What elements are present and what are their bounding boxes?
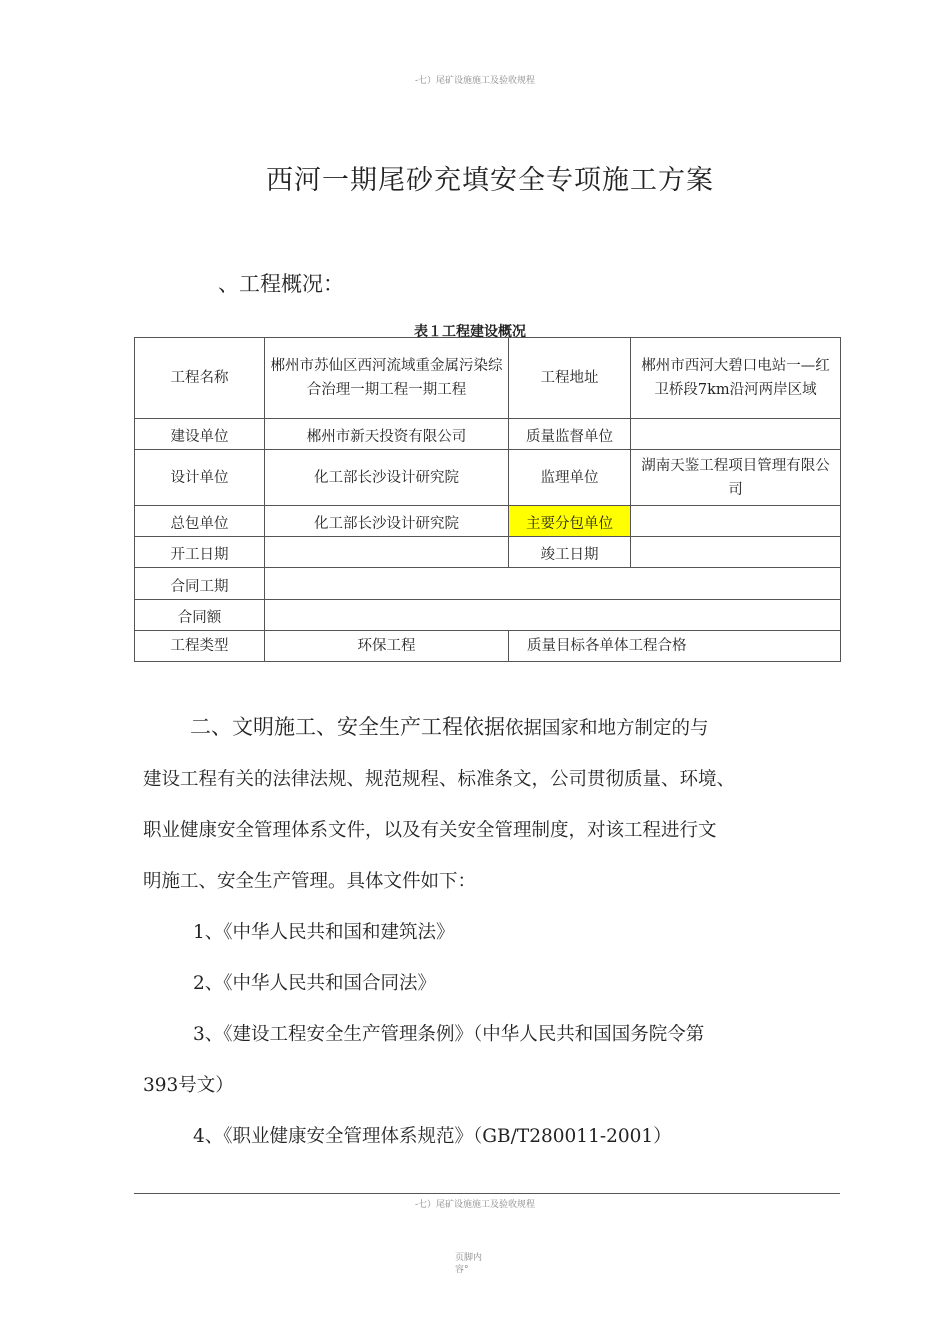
cell-value: 郴州市苏仙区西河流域重金属污染综合治理一期工程一期工程 [265, 338, 509, 419]
regulation-list [143, 907, 843, 1162]
cell-value: 化工部长沙设计研究院 [265, 506, 509, 537]
cell-value: 质量目标各单体工程合格 [509, 631, 841, 662]
table-row [135, 568, 841, 600]
list-item: 1、《中华人民共和国和建筑法》 [193, 922, 455, 943]
cell-value [631, 537, 841, 568]
cell-label: 工程类型 [135, 631, 265, 662]
cell-label: 建设单位 [135, 419, 265, 450]
table-row [135, 450, 841, 506]
cell-value: 郴州市西河大碧口电站一—红卫桥段7km沿河两岸区域 [631, 338, 841, 419]
paragraph-line: 明施工、安全生产管理。具体文件如下： [143, 871, 477, 892]
cell-label: 工程名称 [135, 338, 265, 419]
table-row [135, 600, 841, 631]
table-row [135, 419, 841, 450]
footer-divider [134, 1193, 840, 1194]
paragraph-line: 建设工程有关的法律法规、规范规程、标准条文，公司贯彻质量、环境、 [143, 769, 736, 790]
cell-label: 合同额 [135, 600, 265, 631]
cell-label: 合同工期 [135, 568, 265, 600]
table-caption: 表１工程建设概况 [414, 324, 526, 340]
table-row [135, 537, 841, 568]
cell-label: 设计单位 [135, 450, 265, 506]
page-footer: -七）尾矿设施施工及验收规程 [414, 1200, 536, 1210]
cell-value [631, 419, 841, 450]
cell-label-highlighted: 主要分包单位 [509, 506, 631, 537]
cell-label: 工程地址 [509, 338, 631, 419]
cell-value: 湖南天鉴工程项目管理有限公司 [631, 450, 841, 506]
list-item: 4、《职业健康安全管理体系规范》（GB/T280011-2001） [193, 1126, 672, 1147]
section-heading-overview: 、工程概况： [218, 272, 344, 296]
cell-label: 竣工日期 [509, 537, 631, 568]
list-item: 2、《中华人民共和国合同法》 [193, 973, 437, 994]
cell-label: 监理单位 [509, 450, 631, 506]
table-row [135, 506, 841, 537]
page-header: -七）尾矿设施施工及验收规程 [414, 76, 536, 86]
cell-value: 环保工程 [265, 631, 509, 662]
cell-value [265, 568, 841, 600]
cell-value: 郴州市新天投资有限公司 [265, 419, 509, 450]
footer-placeholder [455, 1252, 495, 1276]
cell-label: 总包单位 [135, 506, 265, 537]
paragraph-text: 依据国家和地方制定的与 [505, 718, 709, 739]
cell-value [265, 600, 841, 631]
table-row [135, 338, 841, 419]
cell-label: 质量监督单位 [509, 419, 631, 450]
paragraph-line [143, 702, 843, 754]
footer-placeholder-line: 页脚内 [455, 1253, 483, 1263]
project-info-table [134, 337, 841, 662]
basis-paragraph [143, 702, 843, 907]
cell-value [265, 537, 509, 568]
footer-placeholder-line: 容° [455, 1265, 469, 1275]
section-heading-basis: 二、文明施工、安全生产工程依据 [190, 715, 505, 739]
cell-label: 开工日期 [135, 537, 265, 568]
list-item-continuation: 393号文） [143, 1075, 234, 1096]
cell-value [631, 506, 841, 537]
document-title: 西河一期尾砂充填安全专项施工方案 [266, 165, 714, 196]
paragraph-line: 职业健康安全管理体系文件，以及有关安全管理制度，对该工程进行文 [143, 820, 717, 841]
table-row [135, 631, 841, 662]
cell-value: 化工部长沙设计研究院 [265, 450, 509, 506]
list-item: 3、《建设工程安全生产管理条例》（中华人民共和国国务院令第 [193, 1024, 705, 1045]
